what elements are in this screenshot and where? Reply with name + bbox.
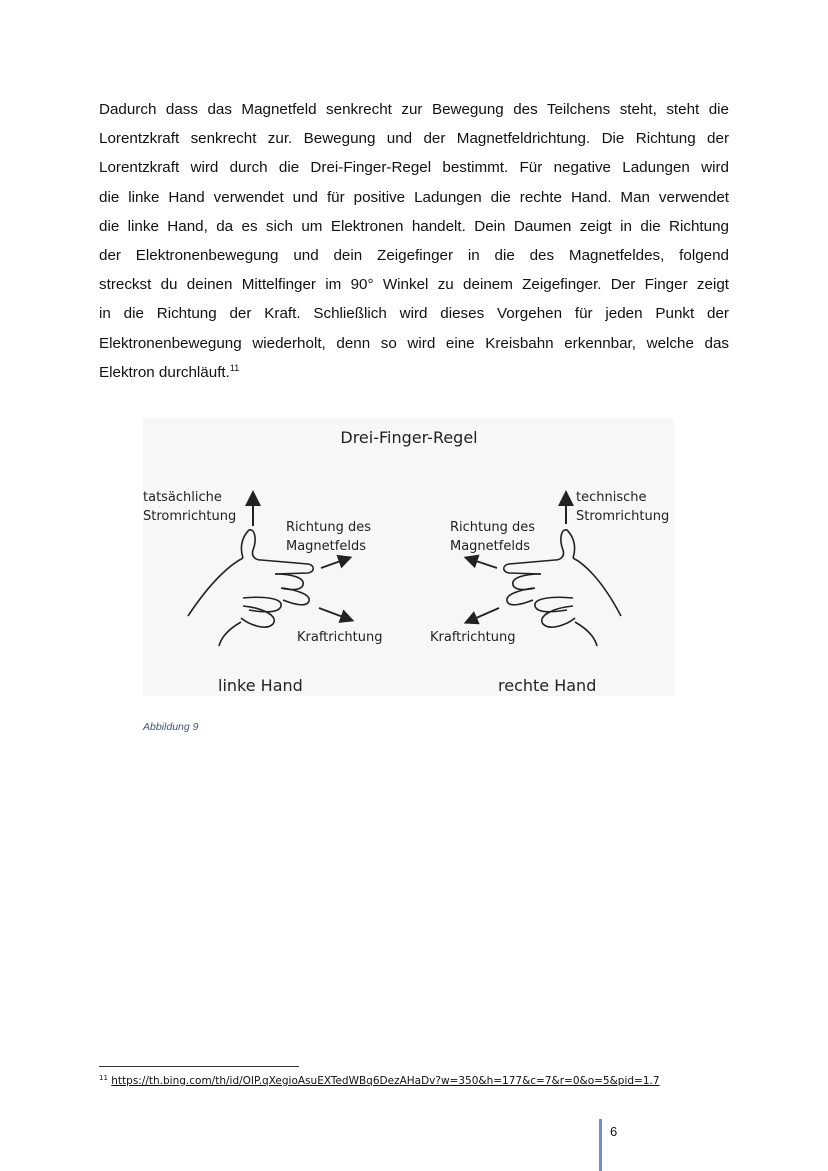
- left-force-arrow: [319, 608, 351, 620]
- paragraph-line: Dadurch dass das Magnetfeld senkrecht zur Bewegung des Teilchens steht, steht die: [99, 101, 729, 118]
- paragraph-line: in die Richtung der Kraft. Schließlich wird dieses Vorgehen für jeden Punkt der: [99, 305, 729, 323]
- left-hand-label: linke Hand: [218, 676, 303, 695]
- footnote: [99, 1075, 660, 1087]
- body-paragraph: [99, 95, 729, 387]
- footnote-link[interactable]: https://th.bing.com/th/id/OIP.qXegioAsuEXTedWBq6DezAHaDv?w=350&h=177&c=7&r=0&o=5&pid=1.7: [111, 1075, 660, 1087]
- footnote-reference[interactable]: 11: [229, 362, 240, 373]
- paragraph-line: Elektronenbewegung wiederholt, denn so wird eine Kreisbahn erkennbar, welche das: [99, 334, 729, 352]
- footnote-separator: [99, 1066, 299, 1067]
- paragraph-line: die linke Hand, da es sich um Elektronen handelt. Dein Daumen zeigt in die Richtung: [99, 217, 729, 235]
- right-force-label: Kraftrichtung: [430, 630, 516, 645]
- paragraph-line: die linke Hand verwendet und für positive Ladungen die rechte Hand. Man verwendet: [99, 188, 729, 206]
- paragraph-line: Lorentzkraft senkrecht zur. Bewegung und der Magnetfeldrichtung. Die Richtung der: [99, 130, 729, 148]
- paragraph-last-line: [99, 358, 729, 387]
- right-field-arrow: [467, 558, 497, 568]
- left-field-label-line1: Richtung des: [286, 520, 372, 535]
- left-field-arrow: [321, 558, 349, 568]
- page-number: 6: [610, 1124, 618, 1139]
- right-field-label-line2: Magnetfelds: [450, 539, 530, 554]
- figure-title: Drei-Finger-Regel: [340, 428, 478, 447]
- footnote-number: 11: [99, 1074, 108, 1082]
- right-hand-label: rechte Hand: [498, 676, 597, 695]
- left-field-label-line2: Magnetfelds: [286, 539, 366, 554]
- paragraph-line: der Elektronenbewegung und dein Zeigefinger in die des Magnetfeldes, folgend: [99, 247, 729, 265]
- right-current-label-line1: technische: [576, 490, 647, 505]
- drei-finger-regel-figure: [143, 418, 674, 696]
- paragraph-line: Elektron durchläuft.: [99, 363, 230, 381]
- right-current-label-line2: Stromrichtung: [576, 509, 670, 524]
- left-force-label: Kraftrichtung: [297, 630, 383, 645]
- figure-caption: Abbildung 9: [143, 721, 199, 733]
- paragraph-line: Lorentzkraft wird durch die Drei-Finger-Regel bestimmt. Für negative Ladungen wird: [99, 159, 729, 177]
- paragraph-line: streckst du deinen Mittelfinger im 90° Winkel zu deinem Zeigefinger. Der Finger zeigt: [99, 276, 729, 294]
- figure-illustration: [143, 418, 674, 696]
- left-current-label-line1: tatsächliche: [143, 490, 222, 505]
- right-field-label-line1: Richtung des: [450, 520, 536, 535]
- page-number-accent-bar: [599, 1119, 602, 1171]
- right-force-arrow: [467, 608, 499, 622]
- left-current-label-line2: Stromrichtung: [143, 509, 237, 524]
